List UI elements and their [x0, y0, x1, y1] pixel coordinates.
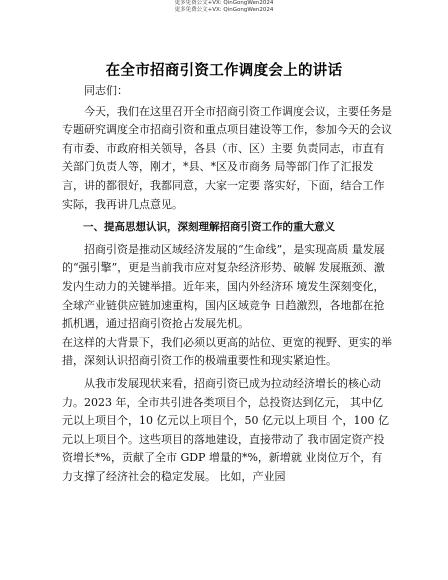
document-body [62, 82, 392, 486]
paragraph-intro: 今天，我们在这里召开全市招商引资工作调度会议，主要任务是专题研究调度全市招商引资和重点项目建设等工作，参加今天的会议有市委、市政府相关领导，各县（市、区）主要 负责同志，市直有关部门负责人等，刚才，*县、*区及市商务 局等部门作了汇报发言，讲的都很好，我都同意，大家一定要 落实好，下面，结合工作实际，我再讲几点意见。 [62, 104, 392, 211]
paragraph-status: 从我市发展现状来看，招商引资已成为拉动经济增长的核心动力。2023 年，全市共引进各类项目个，总投资达到亿元， 其中亿元以上项目个，10 亿元以上项目个，50 亿元以上项目 个，100 亿元以上项目个。这些项目的落地建设，直接带动了 我市固定资产投资增长*%，贡献了全市 GDP 增量的*%，新增就 业岗位万个，有力支撑了经济社会的稳定发展。 比如，产业园 [62, 376, 389, 483]
watermark-line-2: 更多免费公文+VX: QinGongWen2024 [174, 7, 274, 13]
section-heading-1: 一、提高思想认识，深刻理解招商引资工作的重大意义 [83, 221, 335, 234]
document-title: 在全市招商引资工作调度会上的讲话 [105, 63, 343, 79]
salutation: 同志们： [84, 84, 128, 97]
watermark-line-1: 更多免费公文+VX: QinGongWen2024 [174, 0, 274, 6]
paragraph-context: 在这样的大背景下，我们必须以更高的站位、更宽的视野、更实的举措，深刻认识招商引资工作的极端重要性和现实紧迫性。 [62, 335, 392, 368]
paragraph-significance: 招商引资是推动区域经济发展的“生命线”，是实现高质 量发展的“强引擎”，更是当前我市应对复杂经济形势、破解 发展瓶颈、激发内生动力的关键举措。近年来，国内外经济环 境发生深刻变化，全球产业链供应链加速重构，国内区域竞争 日趋激烈，各地都在抢抓机遇，通过招商引资抢占发展先机。 [62, 242, 385, 331]
